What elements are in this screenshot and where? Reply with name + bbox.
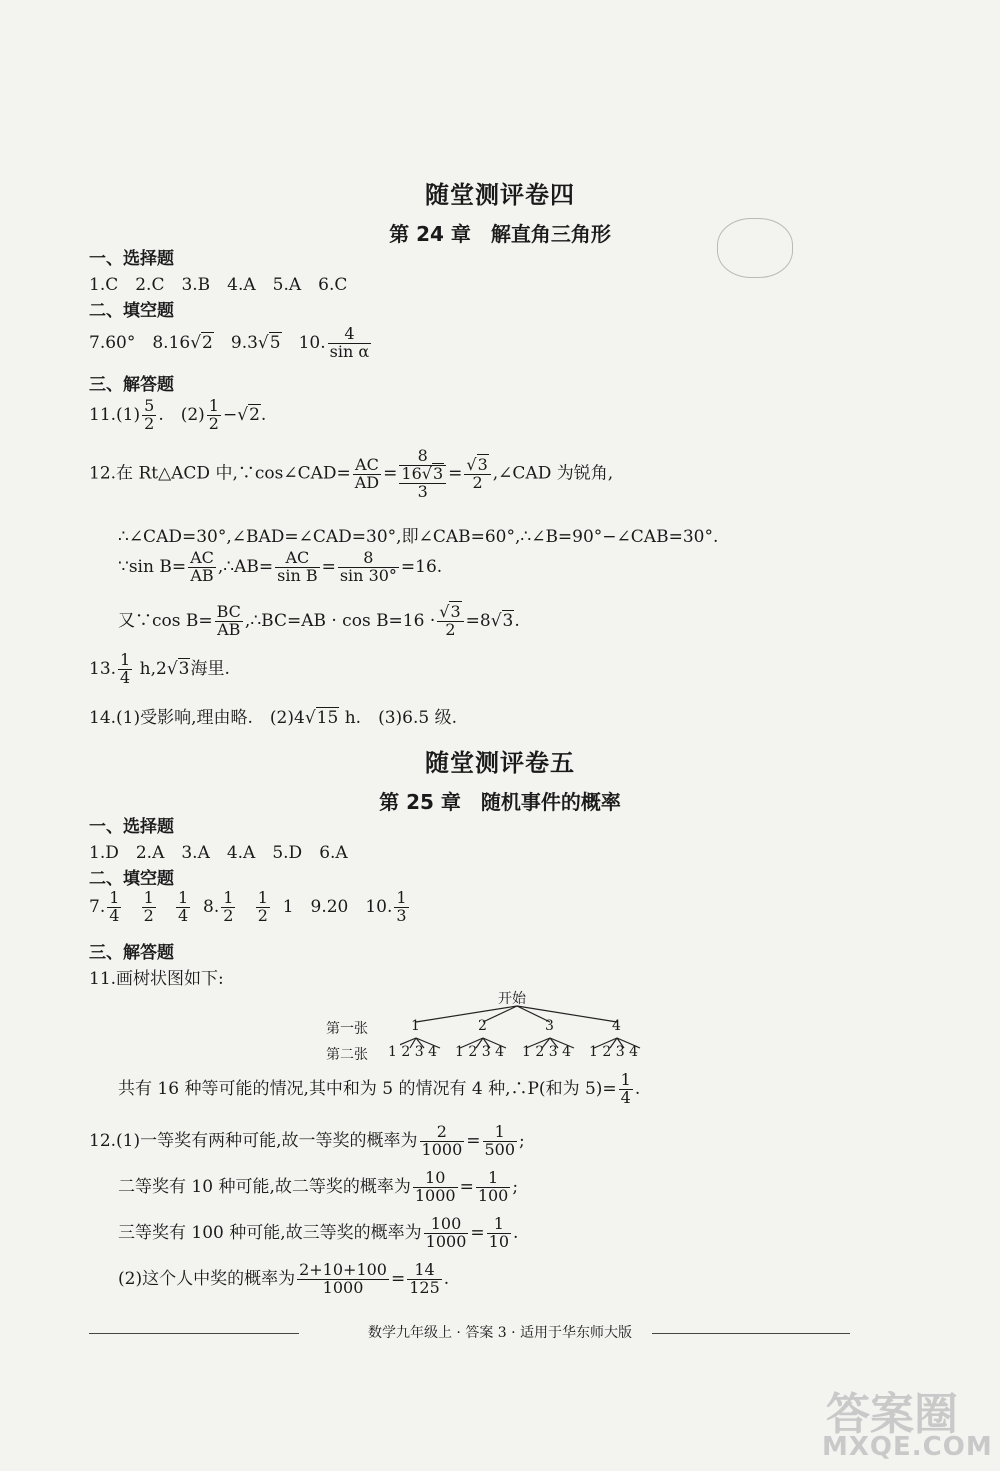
fraction: $\frac{1}{500}$ (484, 1122, 516, 1159)
fraction: $\frac{BC}{AB}$ (216, 602, 241, 639)
quiz4-choice-answers: 1.C 2.C 3.B 4.A 5.A 6.C (89, 275, 348, 295)
quiz5-choice-answers: 1.D 2.A 3.A 4.A 5.D 6.A (89, 843, 348, 863)
quiz5-fill-answers: 7. $\frac{1}{4}$ $\frac{1}{2}$ $\frac{1}{4}$ 8. $\frac{1}{2}$ $\frac{1}{2}$ 1 9.20 10. $\frac{1}{3}$ (89, 888, 407, 925)
fraction: $\frac{1}{10}$ (488, 1214, 509, 1251)
fraction: $\frac{1}{2}$ (257, 888, 268, 925)
quiz5-section-solve: 三、解答题 (89, 943, 174, 963)
fraction: $\frac{14}{125}$ (409, 1260, 440, 1297)
quiz5-q11-conclusion: 共有 16 种等可能的情况,其中和为 5 的情况有 4 种,∴P(和为 5)= $\frac{1}{4}$ . (118, 1070, 641, 1107)
quiz4-title: 随堂测评卷四 (425, 181, 575, 209)
fraction: $\frac{2+10+100}{1000}$ (299, 1260, 387, 1297)
quiz5-section-choice: 一、选择题 (89, 817, 174, 837)
tree-leaves: 1 2 3 4 (589, 1044, 638, 1060)
quiz4-q12-line4: 又∵cos B= $\frac{BC}{AB}$ ,∴BC=AB · cos B=16 · $\frac{√3}{2}$ =8√3. (118, 602, 520, 639)
quiz4-section-fill: 二、填空题 (89, 301, 174, 321)
fraction: $\frac{1}{4}$ (620, 1070, 631, 1107)
radicand: 2 (202, 332, 213, 353)
radicand: 5 (269, 332, 281, 353)
watermark-logo: 答案圈 (826, 1389, 958, 1440)
fraction: $\frac{1}{4}$ (120, 650, 131, 687)
tree-row1-label: 第一张 (326, 1021, 368, 1037)
tree-node: 1 (411, 1018, 420, 1034)
fraction: $\frac{8}{\sin 30^\circ}$ (339, 548, 397, 585)
tree-node: 2 (478, 1018, 487, 1034)
quiz4-chapter: 第 24 章 解直角三角形 (389, 222, 611, 246)
tree-root: 开始 (498, 991, 526, 1007)
fraction: $\frac{AC}{AD}$ (354, 454, 380, 492)
fraction: $\frac{1}{2}$ (208, 396, 219, 433)
quiz5-q12-line3: 三等奖有 100 种可能,故三等奖的概率为 $\frac{100}{1000}$ = $\frac{1}{10}$ . (118, 1214, 519, 1251)
fraction: $\frac{10}{1000}$ (414, 1168, 456, 1205)
fraction: $\frac{1}{3}$ (396, 888, 407, 925)
fraction: 8 16√3 3 (399, 448, 446, 500)
watermark-url: MXQE.COM (822, 1432, 993, 1462)
quiz5-q11: 11.画树状图如下: (89, 969, 224, 989)
fraction: $\frac{√3}{2}$ (464, 457, 490, 492)
fraction: $\frac{1}{4}$ (109, 888, 120, 925)
fill-10: 10. (281, 332, 326, 353)
quiz4-q12-line1: 12.在 Rt△ACD 中,∵cos∠CAD= $\frac{AC}{AD}$ = 8 16√3 3 = $\frac{√3}{2}$ ,∠CAD 为锐角, (89, 446, 614, 501)
tree-leaves: 1 2 3 4 (522, 1044, 571, 1060)
quiz4-section-solve: 三、解答题 (89, 375, 174, 395)
tree-leaves: 1 2 3 4 (455, 1044, 504, 1060)
fraction: $\frac{5}{2}$ (144, 396, 155, 433)
quiz4-q14: 14.(1)受影响,理由略. (2)4√15 h. (3)6.5 级. (89, 708, 457, 728)
fraction: $\frac{1}{2}$ (223, 888, 234, 925)
quiz4-q12-line2: ∴∠CAD=30°,∠BAD=∠CAD=30°,即∠CAB=60°,∴∠B=90°−∠CAB=30°. (118, 527, 719, 547)
fraction: $\frac{AC}{AB}$ (190, 548, 214, 585)
quiz4-q11: 11.(1) $\frac{5}{2}$ . (2) $\frac{1}{2}$ −√2. (89, 396, 267, 433)
fraction: $\frac{2}{1000}$ (421, 1122, 463, 1159)
quiz5-section-fill: 二、填空题 (89, 869, 174, 889)
fraction: $\frac{1}{4}$ (178, 888, 189, 925)
quiz4-fill-answers: 7.60° 8.16√2 9.3√5 10. $\frac{4}{\text{sin α}}$ (89, 324, 370, 361)
fraction: $\frac{1}{2}$ (143, 888, 154, 925)
fraction: $\frac{√3}{2}$ (437, 604, 463, 639)
fill-9: 9.3 (213, 332, 258, 353)
page-footer: 数学九年级上 · 答案 3 · 适用于华东师大版 (367, 1325, 633, 1341)
quiz5-q12-line1: 12.(1)一等奖有两种可能,故一等奖的概率为 $\frac{2}{1000}$ = $\frac{1}{500}$ ; (89, 1122, 525, 1159)
fraction: $\frac{AC}{\text{sin B}}$ (277, 548, 318, 585)
quiz5-chapter: 第 25 章 随机事件的概率 (379, 790, 621, 814)
quiz5-title: 随堂测评卷五 (425, 749, 575, 777)
quiz4-q13: 13. $\frac{1}{4}$ h,2√3海里. (89, 650, 230, 687)
quiz4-section-choice: 一、选择题 (89, 249, 174, 269)
fraction: $\frac{100}{1000}$ (425, 1214, 467, 1251)
quiz4-q12-line3: ∵sin B= $\frac{AC}{AB}$ ,∴AB= $\frac{AC}{\text{sin B}}$ = $\frac{8}{\sin 30^\circ}$ =16. (118, 548, 443, 585)
tree-row2-label: 第二张 (326, 1047, 368, 1063)
tree-leaves: 1 2 3 4 (388, 1044, 437, 1060)
tree-node: 4 (612, 1018, 621, 1034)
quiz5-q12-line2: 二等奖有 10 种可能,故二等奖的概率为 $\frac{10}{1000}$ = $\frac{1}{100}$ ; (118, 1168, 519, 1205)
quiz5-q12-line4: (2)这个人中奖的概率为 $\frac{2+10+100}{1000}$ = $\frac{14}{125}$ . (118, 1260, 450, 1297)
fill-7-8: 7.60° 8.16 (89, 332, 191, 353)
fraction: $\frac{4}{\text{sin α}}$ (329, 324, 370, 361)
fraction: $\frac{1}{100}$ (477, 1168, 509, 1205)
tree-node: 3 (545, 1018, 554, 1034)
